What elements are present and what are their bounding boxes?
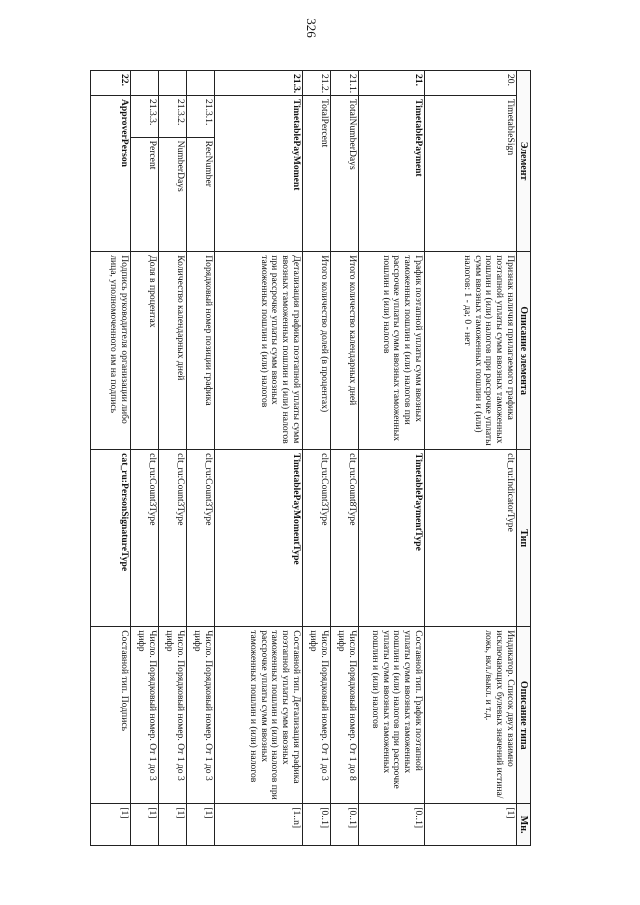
cell-description: Детализация графика поэтапной уплаты сумм ввозных таможенных пошлин и (или) налогов при рассрочке уплаты сумм ввозных таможенных пошлин и (или) налогов [214,252,302,450]
cell-type-description: Составной тип. Детализация графика поэтапной уплаты сумм ввозных таможенных пошлин и (или) налогов при рассрочке уплаты сумм ввозных таможенных пошлин и (или) налогов [214,627,302,804]
cell-type: TimetablePayMomentType [214,450,302,627]
cell-element-name: TimetableSign [424,95,516,251]
page-number: 326 [304,18,320,38]
header-description: Описание элемента [516,252,530,450]
cell-multiplicity: [1] [130,804,158,846]
table-header-row [516,71,530,846]
cell-multiplicity: [0..1] [358,804,424,846]
cell-type-description: Составной тип. График поэтапной уплаты сумм ввозных таможенных пошлин и (или) налогов при рассрочке уплаты сумм ввозных таможенных пошлин и (или) налогов [358,627,424,804]
cell-type: TimetablePaymentType [358,450,424,627]
cell-type: clt_ru:IndicatorType [424,450,516,627]
table-row [424,71,516,846]
header-type: Тип [516,450,530,627]
cell-indent [186,71,214,96]
cell-type-description: Число. Порядковый номер. От 1 до 3 цифр [158,627,186,804]
table-row [158,71,186,846]
cell-description: График поэтапной уплаты сумм ввозных таможенных пошлин и (или) налогов при рассрочке уплаты сумм ввозных таможенных пошлин и (или) налогов [358,252,424,450]
cell-number: 22. [90,71,130,96]
cell-sub-number: 21.3.1. [186,95,214,137]
cell-type-description: Число. Порядковый номер. От 1 до 8 цифр [330,627,358,804]
cell-type-description: Индикатор. Список двух взаимно исключающих булевых значений истина/ложь, вкл./выкл. и т.д. [424,627,516,804]
cell-element-name: NumberDays [158,137,186,252]
cell-number: 21. [358,71,424,96]
cell-type-description: Число. Порядковый номер. От 1 до 3 цифр [302,627,330,804]
table-body [90,71,516,846]
cell-description: Порядковый номер позиции графика [186,252,214,450]
cell-element-name: TotalNumberDays [330,95,358,251]
header-element: Элемент [516,71,530,252]
cell-multiplicity: [1] [90,804,130,846]
schema-table [90,70,531,846]
cell-type: clt_ru:Count8Type [330,450,358,627]
cell-multiplicity: [1..n] [214,804,302,846]
cell-sub-number: 21.3.3. [130,95,158,137]
cell-element-name: TimetablePayMoment [214,95,302,251]
cell-element-name: TimetablePayment [358,95,424,251]
cell-multiplicity: [0..1] [302,804,330,846]
table-row [186,71,214,846]
table-row [302,71,330,846]
cell-number: 21.1. [330,71,358,96]
cell-type-description: Число. Порядковый номер. От 1 до 3 цифр [130,627,158,804]
cell-element-name: TotalPercent [302,95,330,251]
cell-element-name: Percent [130,137,158,252]
cell-description: Подпись руководителя организации либо лица, уполномоченного им на подпись [90,252,130,450]
cell-sub-number: 21.3.2. [158,95,186,137]
cell-indent [130,71,158,96]
cell-element-name: ApproverPerson [90,95,130,251]
cell-type-description: Составной тип. Подпись [90,627,130,804]
header-multiplicity: Мн. [516,804,530,846]
cell-number: 20. [424,71,516,96]
cell-description: Доля в процентах [130,252,158,450]
cell-indent [158,71,186,96]
table-row [214,71,302,846]
cell-element-name: RecNumber [186,137,214,252]
rotated-table-wrapper [108,70,531,846]
cell-multiplicity: [1] [424,804,516,846]
cell-type: clt_ru:Count3Type [186,450,214,627]
cell-description: Количество календарных дней [158,252,186,450]
cell-number: 21.3. [214,71,302,96]
cell-type-description: Число. Порядковый номер. От 1 до 3 цифр [186,627,214,804]
table-row [130,71,158,846]
cell-type: clt_ru:Count3Type [158,450,186,627]
header-type-description: Описание типа [516,627,530,804]
cell-multiplicity: [1] [158,804,186,846]
cell-number: 21.2. [302,71,330,96]
cell-description: Итого количество календарных дней [330,252,358,450]
cell-type: cat_ru:PersonSignatureType [90,450,130,627]
cell-type: clt_ru:Count3Type [130,450,158,627]
cell-description: Признак наличия прилагаемого графика поэтапной уплаты сумм ввозных таможенных пошлин и (или) налогов при рассрочке уплаты сумм ввозных таможенных пошлин и (или) налогов: 1 - да; 0 - нет [424,252,516,450]
table-row [90,71,130,846]
cell-type: clt_ru:Count3Type [302,450,330,627]
cell-description: Итого количество долей (в процентах) [302,252,330,450]
table-row [330,71,358,846]
cell-multiplicity: [0..1] [330,804,358,846]
table-row [358,71,424,846]
cell-multiplicity: [1] [186,804,214,846]
